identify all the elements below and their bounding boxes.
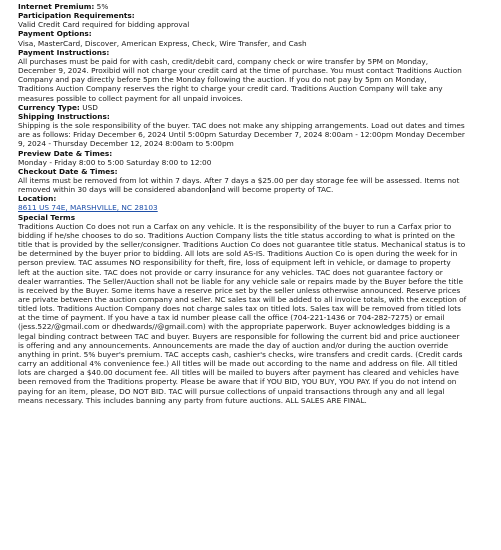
participation-heading: Participation Requirements: (18, 11, 135, 21)
shipping-text (18, 121, 493, 148)
shipping-heading: Shipping Instructions: (18, 111, 110, 121)
payment-instructions-line: December 9, 2024. Proxibid will not charge your credit card at the time of purchase. You must contact Traditions Auction (18, 66, 462, 76)
special-terms-text (18, 222, 493, 405)
shipping-line: Shipping is the sole responsibility of the buyer. TAC does not make any shipping arrangements. Load out dates and times (18, 121, 465, 131)
payment-instructions-text (18, 57, 493, 103)
internet-premium-row (18, 2, 493, 11)
special-terms-line: are private between the auction company and seller. NC sales tax will be added to all invoice totals, with the exception of (18, 295, 467, 304)
special-terms-line: title that is provided by the seller/consigner. Traditions Auction Co does not guarantee title status. Mechanical status is to (18, 240, 466, 250)
special-terms-line: carry an additional 4% convenience fee.) All titles will be made out according to the name and address on file. All titled (18, 359, 458, 369)
special-terms-line: lots are charged a $40.00 document fee. All titles will be mailed to buyers after payment has cleared and vehicles have (18, 368, 459, 378)
special-terms-line: left at the auction site. TAC does not provide or carry insurance for any vehicles. TAC does not guarantee factory or (18, 267, 443, 277)
checkout-line (18, 185, 493, 194)
preview-heading: Preview Date & Times: (18, 148, 113, 158)
shipping-line: are as follows: Friday December 6, 2024 Until 5:00pm Saturday December 7, 2024 8:00am - 12:00pm Monday December (18, 130, 465, 140)
special-terms-line: anything in print. 5% buyer's premium. TAC accepts cash, cashier's checks, wire transfers and credit cards. (Credit cards (18, 349, 463, 359)
checkout-text[interactable] (18, 176, 493, 194)
payment-instructions-line: Company and pay directly before 5pm the Monday following the auction. If you do not pay by 5pm on Monday, (18, 75, 427, 85)
payment-instructions-heading: Payment Instructions: (18, 47, 110, 57)
payment-instructions-line: measures possible to collect payment for all unpaid invoices. (18, 93, 243, 103)
special-terms-line: (jess.522/@gmail.com or dhedwards//@gmail.com) with the appropriate paperwork. Buyer acknowledges bidding is a (18, 322, 451, 332)
payment-instructions-line: All purchases must be paid for with cash, credit/debit card, company check or wire transfer by 5PM on Monday, (18, 56, 429, 66)
checkout-heading: Checkout Date & Times: (18, 166, 118, 176)
special-terms-line: be determined by the buyer prior to bidding. All lots are sold AS-IS. Traditions Auction Co is open during the week for in (18, 249, 458, 259)
currency-row (18, 103, 493, 112)
checkout-line-start: removed within 30 days will be considered abandon (18, 185, 210, 195)
currency-label: Currency Type: (18, 102, 80, 112)
preview-text: Monday - Friday 8:00 to 5:00 Saturday 8:00 to 12:00 (18, 157, 212, 167)
location-heading: Location: (18, 194, 57, 204)
special-terms-line: titled lots. Traditions Auction Company does not charge sales tax on titled lots. Sales tax will be removed from titled lots (18, 304, 461, 314)
shipping-line: 9, 2024 - Thursday December 12, 2024 8:00am to 5:00pm (18, 139, 234, 149)
special-terms-line: dealer warranties. The Seller/Auction shall not be liable for any vehicle sale or repairs made by the Buyer before the title (18, 276, 463, 286)
special-terms-line: bidding if he/she chooses to do so. Traditions Auction Company lists the title status according to what is printed on the (18, 230, 455, 240)
special-terms-line: person preview. TAC assumes NO responsibility for theft, fire, loss of equipment left in vehicle, or damage to property (18, 258, 451, 268)
internet-premium-label: Internet Premium: (18, 2, 95, 11)
payment-options-text: Visa, MasterCard, Discover, American Express, Check, Wire Transfer, and Cash (18, 38, 307, 48)
payment-options-heading: Payment Options: (18, 29, 92, 39)
special-terms-line: is offering and any announcements. Announcements are made the day of auction and/or during the auction override (18, 340, 449, 350)
special-terms-line: at the time of payment. If you have a tax id number please call the office (704-221-1436 or 704-282-7275) or email (18, 313, 445, 323)
checkout-line: All items must be removed from lot within 7 days. After 7 days a $25.00 per day storage fee will be assessed. Items not (18, 175, 460, 185)
currency-value: USD (79, 102, 98, 112)
checkout-line-end: and will become property of TAC. (211, 185, 334, 195)
special-terms-heading: Special Terms (18, 212, 76, 222)
participation-text: Valid Credit Card required for bidding approval (18, 20, 190, 30)
location-row (18, 203, 493, 212)
special-terms-line: been removed from the Traditions property. Please be aware that if YOU BID, YOU BUY, YOU PAY. If you do not intend on (18, 377, 457, 387)
payment-instructions-line: Traditions Auction Company reserves the right to charge your credit card. Traditions Auction Company will take any (18, 84, 443, 94)
special-terms-line: legal binding contract between TAC and buyer. Buyers are responsible for following the current bid and price auctioneer (18, 331, 460, 341)
location-address-link[interactable]: 8611 US 74E, MARSHVILLE, NC 28103 (18, 203, 158, 213)
special-terms-line: is received by the Buyer. Some items have a reserve price set by the seller unless otherwise announced. Reserve prices (18, 285, 461, 295)
internet-premium-value: 5% (94, 2, 109, 11)
special-terms-line: means necessary. This includes banning any party from future auctions. ALL SALES ARE FINAL. (18, 395, 367, 405)
special-terms-line: Traditions Auction Co does not run a Carfax on any vehicle. It is the responsibility of the buyer to run a Carfax prior to (18, 221, 452, 231)
special-terms-line: paying for an item, please, DO NOT BID. TAC will pursue collections of unpaid transactions through any and all legal (18, 386, 445, 396)
